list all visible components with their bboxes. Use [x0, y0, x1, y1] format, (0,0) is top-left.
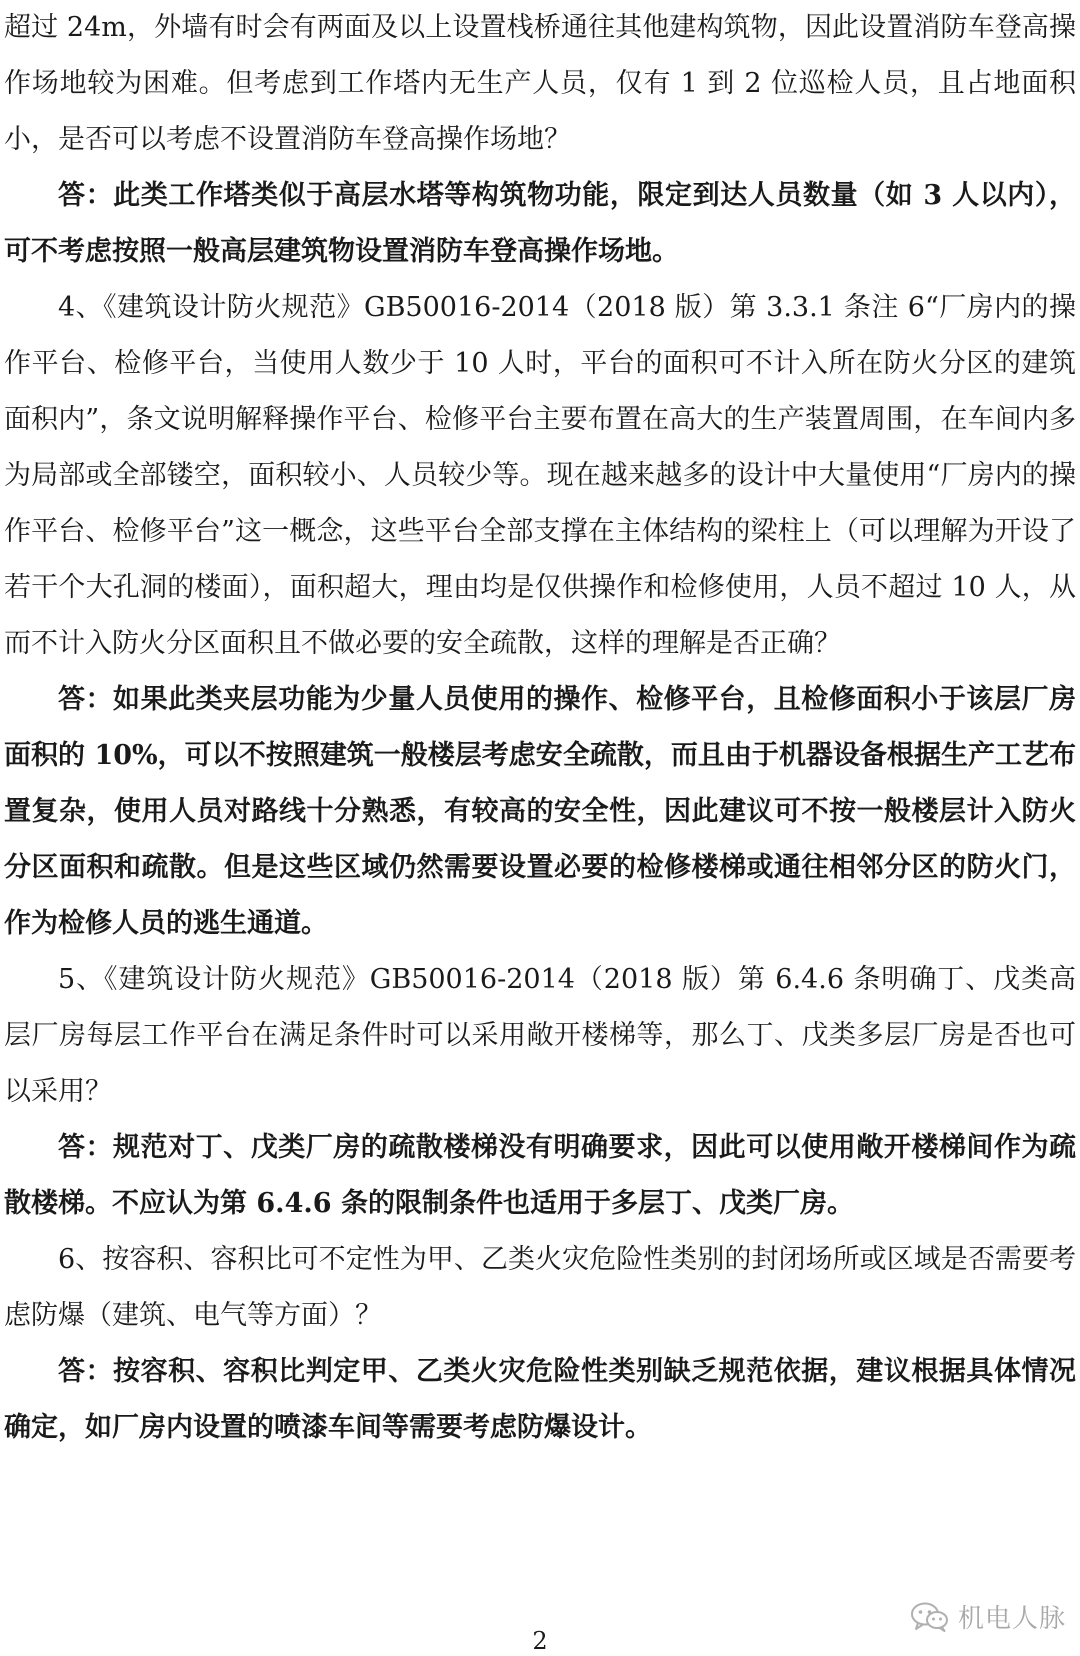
answer-5: 答：规范对丁、戊类厂房的疏散楼梯没有明确要求，因此可以使用敞开楼梯间作为疏散楼梯。不应认为第 6.4.6 条的限制条件也适用于多层丁、戊类厂房。 — [4, 1132, 1076, 1219]
answer-6: 答：按容积、容积比判定甲、乙类火灾危险性类别缺乏规范依据，建议根据具体情况确定，如厂房内设置的喷漆车间等需要考虑防爆设计。 — [4, 1356, 1076, 1443]
watermark-text: 机电人脉 — [957, 1604, 1066, 1634]
answer-3: 答：此类工作塔类似于高层水塔等构筑物功能，限定到达人员数量（如 3 人以内），可不考虑按照一般高层建筑物设置消防车登高操作场地。 — [4, 180, 1076, 267]
question-3-continued: 超过 24m，外墙有时会有两面及以上设置栈桥通往其他建构筑物，因此设置消防车登高操作场地较为困难。但考虑到工作塔内无生产人员，仅有 1 到 2 位巡检人员，且占地面积小，是否可以考虑不设置消防车登高操作场地？ — [4, 12, 1076, 155]
page-number: 2 — [532, 1627, 548, 1655]
question-5: 5、《建筑设计防火规范》GB50016-2014（2018 版）第 6.4.6 条明确丁、戊类高层厂房每层工作平台在满足条件时可以采用敞开楼梯等，那么丁、戊类多层厂房是否也可以采用？ — [4, 964, 1076, 1107]
answer-4: 答：如果此类夹层功能为少量人员使用的操作、检修平台，且检修面积小于该层厂房面积的 10%，可以不按照建筑一般楼层考虑安全疏散，而且由于机器设备根据生产工艺布置复杂，使用人员对路线十分熟悉，有较高的安全性，因此建议可不按一般楼层计入防火分区面积和疏散。但是这些区域仍然需要设置必要的检修楼梯或通往相邻分区的防火门，作为检修人员的逃生通道。 — [4, 684, 1076, 939]
question-6: 6、按容积、容积比可不定性为甲、乙类火灾危险性类别的封闭场所或区域是否需要考虑防爆（建筑、电气等方面）？ — [4, 1244, 1076, 1331]
question-4: 4、《建筑设计防火规范》GB50016-2014（2018 版）第 3.3.1 条注 6“厂房内的操作平台、检修平台，当使用人数少于 10 人时，平台的面积可不计入所在防火分区的建筑面积内”，条文说明解释操作平台、检修平台主要布置在高大的生产装置周围，在车间内多为局部或全部镂空，面积较小、人员较少等。现在越来越多的设计中大量使用“厂房内的操作平台、检修平台”这一概念，这些平台全部支撑在主体结构的梁柱上（可以理解为开设了若干个大孔洞的楼面），面积超大，理由均是仅供操作和检修使用，人员不超过 10 人，从而不计入防火分区面积且不做必要的安全疏散，这样的理解是否正确？ — [4, 292, 1076, 659]
document-body — [4, 0, 1076, 1456]
